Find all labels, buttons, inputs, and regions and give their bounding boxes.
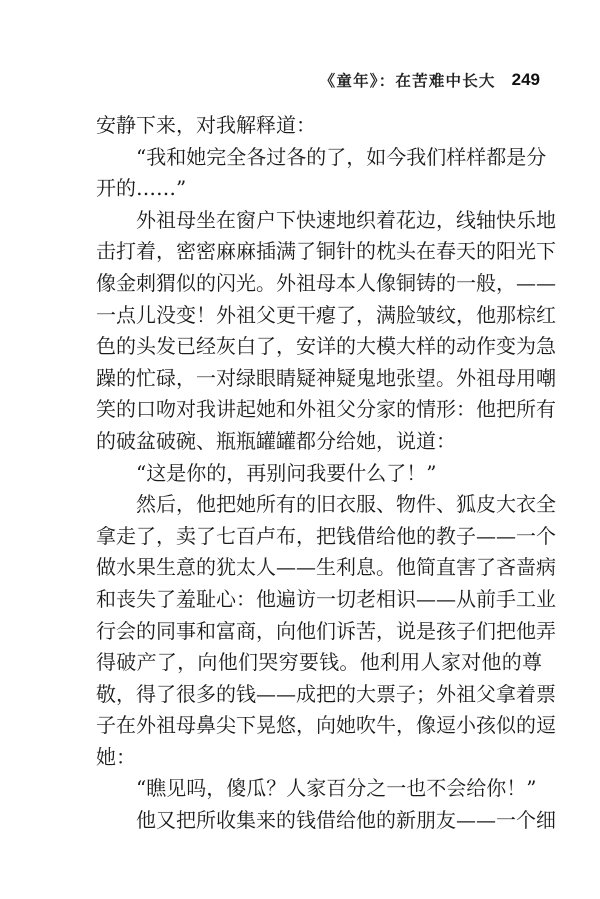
text-line: “我和她完全各过各的了，如今我们样样都是分 (136, 144, 547, 169)
text-line: “瞧见吗，傻瓜？人家百分之一也不会给你！” (136, 776, 537, 801)
text-line: 子在外祖母鼻尖下晃悠，向她吹牛，像逗小孩似的逗 (96, 713, 556, 738)
text-line: 和丧失了羞耻心：他遍访一切老相识——从前手工业 (96, 586, 556, 611)
text-line: 的破盆破碗、瓶瓶罐罐都分给她，说道： (96, 428, 456, 453)
text-line: 安静下来，对我解释道： (96, 113, 316, 137)
text-line: 拿走了，卖了七百卢布，把钱借给他的教子——一个 (96, 523, 556, 548)
text-line: 一点儿没变！外祖父更干瘪了，满脸皱纹，他那棕红 (96, 302, 556, 327)
text-line: 得破产了，向他们哭穷要钱。他利用人家对他的尊 (96, 650, 542, 675)
page-number: 249 (511, 70, 540, 89)
text-line: 然后，他把她所有的旧衣服、物件、狐皮大衣全 (136, 492, 556, 517)
text-line: 开的……” (96, 176, 187, 201)
text-line: 外祖母坐在窗户下快速地织着花边，线轴快乐地 (136, 207, 556, 232)
text-line: 躁的忙碌，一对绿眼睛疑神疑鬼地张望。外祖母用嘲 (96, 365, 556, 390)
text-line: 笑的口吻对我讲起她和外祖父分家的情形：他把所有 (96, 397, 556, 422)
text-line: 他又把所收集来的钱借给他的新朋友——一个细 (136, 808, 556, 833)
body-text (96, 110, 556, 837)
text-line: 击打着，密密麻麻插满了铜针的枕头在春天的阳光下 (96, 239, 556, 264)
text-line: “这是你的，再别问我要什么了！” (136, 460, 437, 485)
text-line: 色的头发已经灰白了，安详的大模大样的动作变为急 (96, 334, 556, 359)
chapter-title: 《童年》：在苦难中长大 (319, 71, 496, 90)
running-header (319, 68, 540, 92)
text-line: 敬，得了很多的钱——成把的大票子；外祖父拿着票 (96, 681, 556, 706)
text-line: 像金刺猬似的闪光。外祖母本人像铜铸的一般，—— (96, 270, 556, 295)
text-line: 她： (96, 744, 136, 769)
text-line: 做水果生意的犹太人——生利息。他简直害了吝啬病 (96, 555, 556, 580)
text-line: 行会的同事和富商，向他们诉苦，说是孩子们把他弄 (96, 618, 556, 643)
